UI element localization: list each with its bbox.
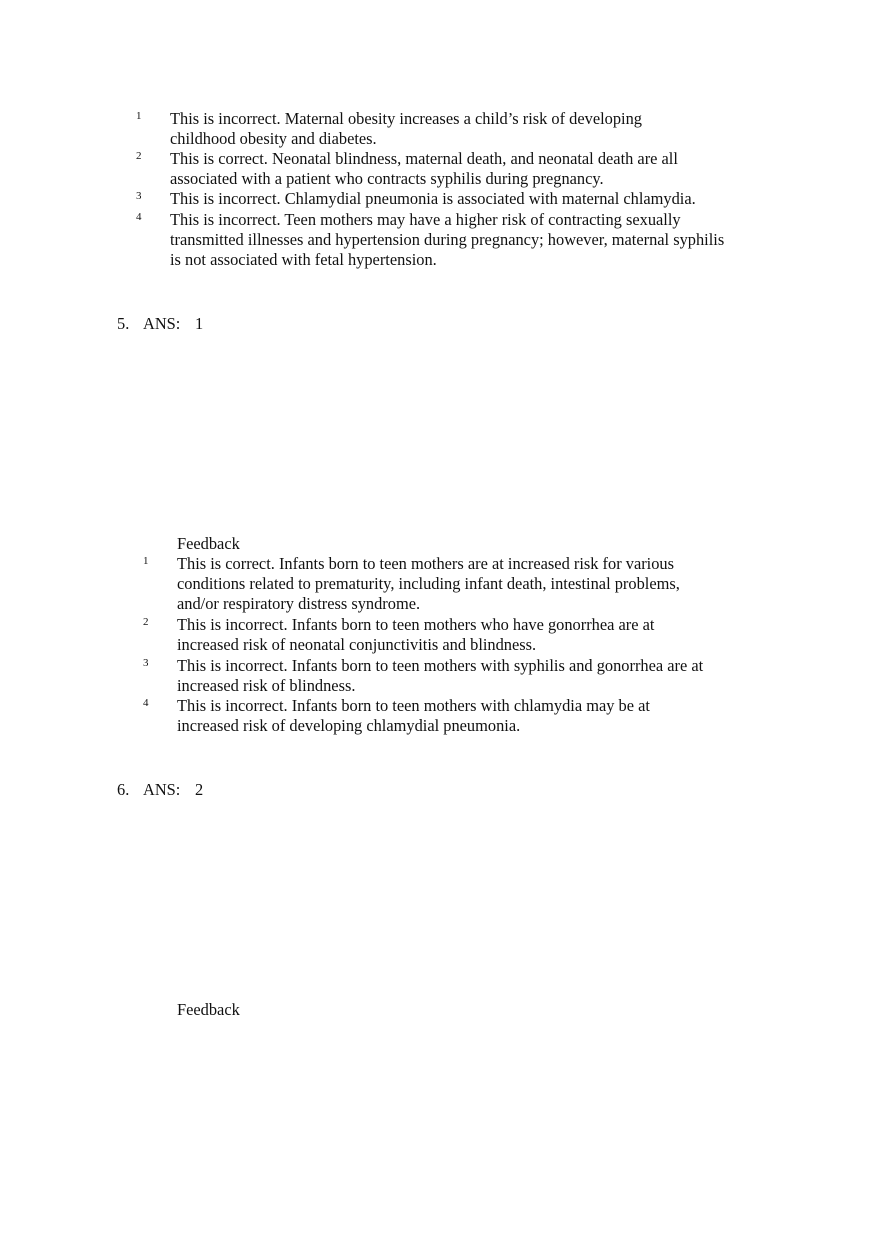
feedback-heading-q5: Feedback	[177, 534, 240, 553]
answer-value: 1	[195, 314, 204, 333]
answer-label: ANS:	[143, 314, 181, 333]
answer-value: 2	[195, 780, 204, 799]
feedback-item-text: This is incorrect. Teen mothers may have a higher risk of contracting sexually transmitted illnesses and hypertension during pregnancy; however, maternal syphilis is not associated with fetal hypertension.	[170, 210, 725, 269]
feedback-item-number: 1	[143, 555, 149, 567]
feedback-item-number: 4	[143, 697, 149, 709]
feedback-item-number: 3	[143, 657, 149, 669]
feedback-item-number: 2	[136, 150, 142, 162]
feedback-item-text: This is incorrect. Infants born to teen mothers who have gonorrhea are at increased risk of neonatal conjunctivitis and blindness.	[177, 615, 655, 654]
feedback-item-number: 2	[143, 616, 149, 628]
feedback-heading-q6: Feedback	[177, 1000, 240, 1019]
feedback-item-text: This is correct. Neonatal blindness, maternal death, and neonatal death are all associated with a patient who contracts syphilis during pregnancy.	[170, 149, 678, 188]
feedback-item-text: This is incorrect. Infants born to teen mothers with chlamydia may be at increased risk of developing chlamydial pneumonia.	[177, 696, 650, 735]
feedback-item-number: 4	[136, 211, 142, 223]
feedback-item-text: This is incorrect. Maternal obesity increases a child’s risk of developing childhood obesity and diabetes.	[170, 109, 643, 148]
question-number: 6.	[117, 780, 130, 799]
feedback-item-text: This is incorrect. Chlamydial pneumonia is associated with maternal chlamydia.	[170, 189, 696, 208]
feedback-item-text: This is incorrect. Infants born to teen mothers with syphilis and gonorrhea are at increased risk of blindness.	[177, 656, 704, 695]
feedback-item-text: This is correct. Infants born to teen mothers are at increased risk for various conditions related to prematurity, including infant death, intestinal problems, and/or respiratory distress syndrome.	[177, 554, 680, 613]
answer-label: ANS:	[143, 780, 181, 799]
answer-line-q5	[117, 314, 203, 334]
answer-line-q6	[117, 780, 203, 800]
feedback-item-number: 3	[136, 190, 142, 202]
question-number: 5.	[117, 314, 130, 333]
feedback-item-number: 1	[136, 110, 142, 122]
